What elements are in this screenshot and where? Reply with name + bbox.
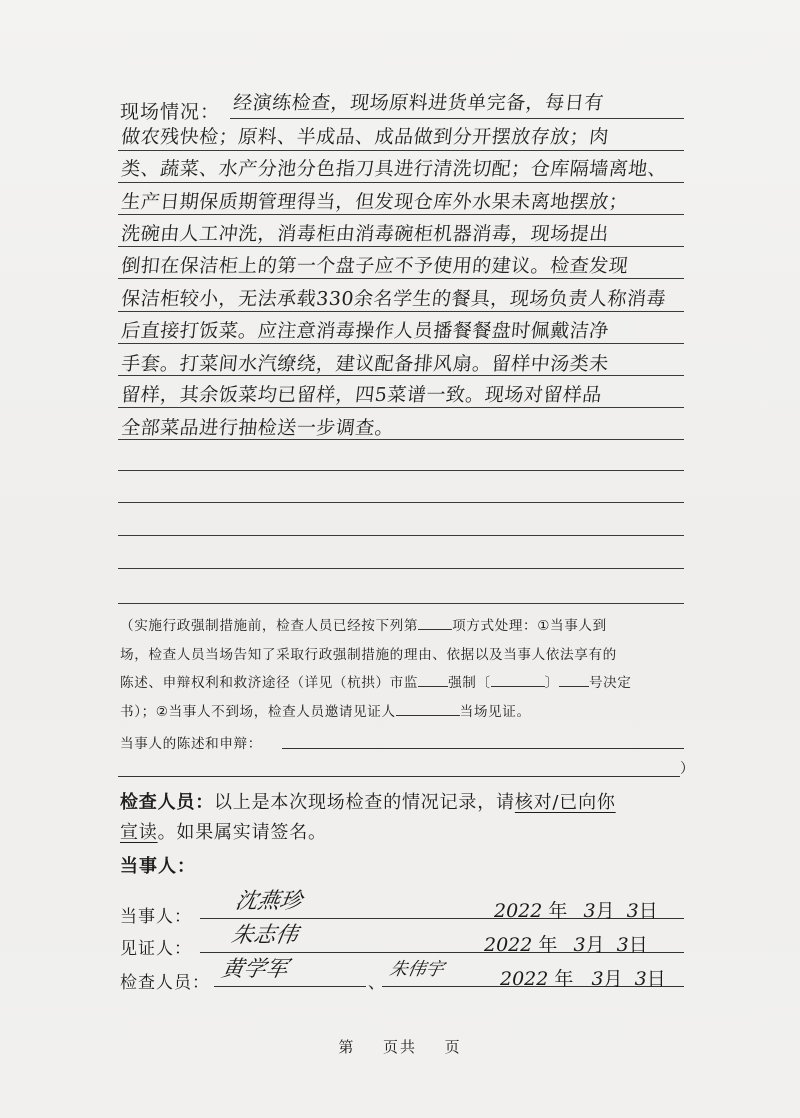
inspector-note <box>120 788 700 848</box>
witness-month: 3 <box>573 934 586 956</box>
witness-date <box>484 930 648 957</box>
ruled-line <box>118 375 684 376</box>
day-unit: 日 <box>638 900 658 922</box>
party-date <box>494 896 658 923</box>
serial-blank-1[interactable] <box>418 672 448 687</box>
party-year: 2022 <box>494 900 543 922</box>
party-heading: 当事人： <box>120 856 196 877</box>
day-unit: 日 <box>628 934 648 956</box>
inspector-note-read: 宣读 <box>120 822 158 843</box>
scene-line-6: 倒扣在保洁柜上的第一个盘子应不予使用的建议。检查发现 <box>120 255 630 277</box>
footer-di: 第 <box>338 1038 356 1056</box>
witness-signature: 朱志伟 <box>229 923 300 948</box>
ruled-line <box>118 502 684 503</box>
scene-line-3: 类、蔬菜、水产分池分色指刀具进行清洗切配；仓库隔墙离地、 <box>120 158 669 180</box>
note-line1-a: （实施行政强制措施前，检查人员已经按下列第 <box>120 618 419 634</box>
statement-label: 当事人的陈述和申辩： <box>120 736 262 752</box>
ruled-line <box>118 343 684 344</box>
inspector-signature-2: 朱伟宇 <box>387 959 446 980</box>
inspector-month: 3 <box>591 968 604 990</box>
day-unit: 日 <box>646 968 666 990</box>
serial-blank-2[interactable] <box>491 672 545 687</box>
ruled-line <box>118 311 684 312</box>
scene-line-9: 手套。打菜间水汽缭绕，建议配备排风扇。留样中汤类未 <box>120 353 610 375</box>
note-line4-b: 当场见证。 <box>459 703 531 720</box>
scene-line-5: 洗碗由人工冲洗，消毒柜由消毒碗柜机器消毒，现场提出 <box>120 223 610 245</box>
note-line2: 场，检查人员当场告知了采取行政强制措施的理由、依据以及当事人依法享有的 <box>120 646 617 663</box>
ruled-line <box>118 278 684 279</box>
ruled-line <box>118 603 684 604</box>
year-unit: 年 <box>538 934 558 956</box>
statement-line[interactable] <box>282 748 684 749</box>
inspector-day: 3 <box>634 968 647 990</box>
note-line3-d: 号决定 <box>588 675 632 691</box>
inspector-label: 检查人员： <box>120 973 210 993</box>
month-unit: 月 <box>603 968 623 990</box>
note-line3-b: 强制〔 <box>448 675 491 691</box>
ruled-line <box>118 535 684 536</box>
party-day: 3 <box>626 900 639 922</box>
page-footer <box>0 1036 800 1057</box>
ruled-line <box>118 568 684 569</box>
ruled-line <box>118 214 684 215</box>
footer-ye-gong: 页共 <box>382 1038 417 1056</box>
scene-line-11: 全部菜品进行抽检送一步调查。 <box>120 417 396 439</box>
inspector-signature-line-1[interactable] <box>214 986 366 987</box>
scene-line-7: 保洁柜较小，无法承载330余名学生的餐具，现场负责人称消毒 <box>120 288 668 310</box>
ruled-line <box>118 246 684 247</box>
ruled-line <box>118 407 684 408</box>
witness-blank[interactable] <box>396 701 460 716</box>
note-line3-a: 陈述、申辩权利和救济途径（详见（杭拱）市监 <box>120 675 419 691</box>
inspector-date <box>500 964 666 991</box>
ruled-line <box>230 118 684 119</box>
scene-line-10: 留样，其余饭菜均已留样，四5菜谱一致。现场对留样品 <box>120 384 604 406</box>
party-signature: 沈燕珍 <box>233 889 304 914</box>
inspector-note-underlined: 核对/已向你 <box>514 792 616 813</box>
month-unit: 月 <box>595 900 615 922</box>
note-line1-b: 项方式处理：①当事人到 <box>452 618 607 634</box>
inspector-signature-1: 黄学军 <box>219 957 290 982</box>
party-label: 当事人： <box>120 907 192 927</box>
witness-label: 见证人： <box>120 939 192 959</box>
scene-line-8: 后直接打饭菜。应注意消毒操作人员播餐餐盘时佩戴洁净 <box>120 320 610 342</box>
enforcement-note <box>120 612 690 726</box>
note-line3-c: 〕 <box>544 675 559 691</box>
inspector-year: 2022 <box>500 968 549 990</box>
witness-day: 3 <box>616 934 629 956</box>
ruled-line <box>118 182 684 183</box>
footer-ye: 页 <box>444 1038 462 1056</box>
inspector-note-label: 检查人员： <box>120 792 214 813</box>
witness-year: 2022 <box>484 934 533 956</box>
statement-line[interactable] <box>118 776 680 777</box>
statement-close-paren: ） <box>680 761 694 777</box>
inspector-note-text1: 以上是本次现场检查的情况记录，请 <box>214 792 515 813</box>
year-unit: 年 <box>548 900 568 922</box>
month-unit: 月 <box>585 934 605 956</box>
ruled-line <box>118 150 684 151</box>
scene-label: 现场情况： <box>120 101 221 123</box>
party-month: 3 <box>583 900 596 922</box>
scene-line-2: 做农残快检；原料、半成品、成品做到分开摆放存放；肉 <box>120 126 610 148</box>
item-number-blank[interactable] <box>418 615 452 630</box>
year-unit: 年 <box>554 968 574 990</box>
serial-blank-3[interactable] <box>559 672 589 687</box>
scene-line-1: 经演练检查，现场原料进货单完备，每日有 <box>232 92 605 114</box>
ruled-line <box>118 439 684 440</box>
note-line4-a: 书）；②当事人不到场，检查人员邀请见证人 <box>120 703 396 720</box>
inspector-note-text2: 。如果属实请签名。 <box>157 822 327 843</box>
scene-line-4: 生产日期保质期管理得当，但发现仓库外水果未离地摆放； <box>120 191 630 213</box>
ruled-line <box>118 470 684 471</box>
inspector-separator: 、 <box>368 973 386 993</box>
